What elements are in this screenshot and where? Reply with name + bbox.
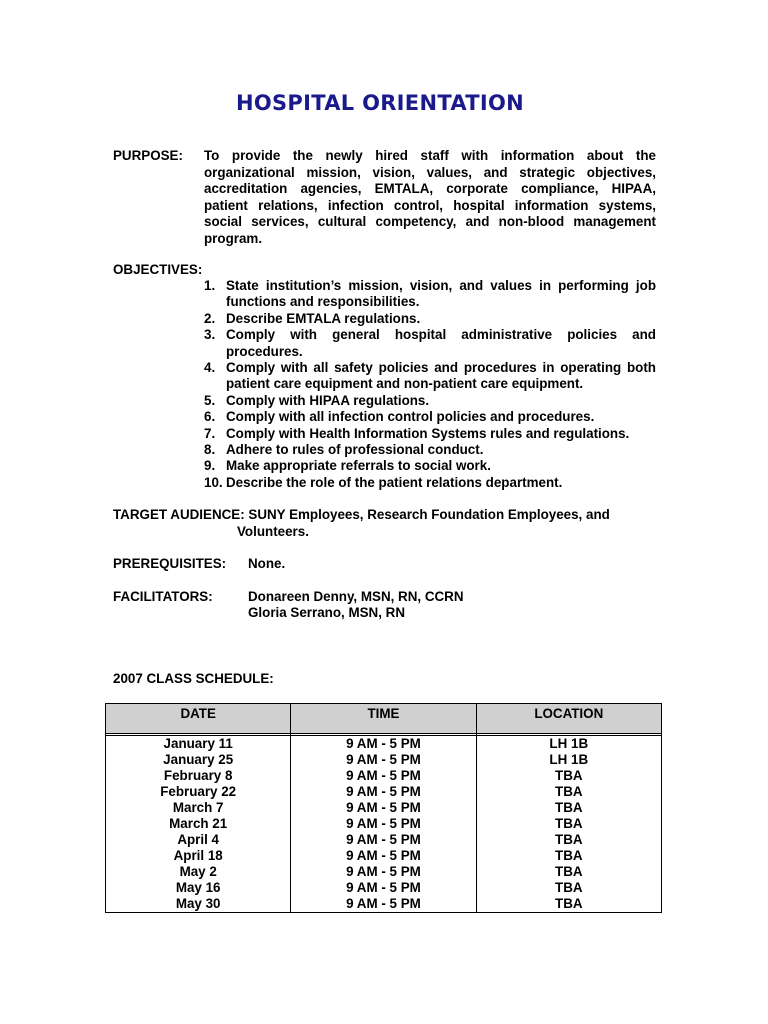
column-header-time: TIME — [291, 704, 476, 734]
target-audience-value: SUNY Employees, Research Foundation Employees, and — [248, 507, 610, 522]
date-cell: March 7 — [106, 800, 291, 816]
table-row — [106, 880, 662, 896]
time-cell: 9 AM - 5 PM — [291, 784, 476, 800]
objective-item — [204, 393, 656, 409]
objective-text: Comply with all safety policies and procedures in operating both patient care equipment and non-patient care equipment. — [226, 360, 656, 392]
schedule-heading: 2007 CLASS SCHEDULE: — [113, 671, 274, 686]
date-cell: February 22 — [106, 784, 291, 800]
table-row — [106, 736, 662, 753]
location-cell: TBA — [476, 768, 661, 784]
time-cell: 9 AM - 5 PM — [291, 800, 476, 816]
objectives-label: OBJECTIVES: — [113, 262, 203, 277]
target-audience-line — [113, 507, 610, 524]
objective-number: 2. — [204, 310, 216, 326]
date-cell: February 8 — [106, 768, 291, 784]
objective-number: 8. — [204, 442, 216, 458]
location-cell: TBA — [476, 816, 661, 832]
location-cell: TBA — [476, 848, 661, 864]
time-cell: 9 AM - 5 PM — [291, 896, 476, 913]
objective-item — [204, 278, 656, 311]
location-cell: TBA — [476, 784, 661, 800]
objective-text: Describe the role of the patient relations department. — [226, 474, 563, 490]
date-cell: April 4 — [106, 832, 291, 848]
objective-item — [204, 426, 656, 442]
table-row — [106, 864, 662, 880]
location-cell: TBA — [476, 864, 661, 880]
date-cell: January 25 — [106, 752, 291, 768]
objective-number: 7. — [204, 425, 216, 441]
time-cell: 9 AM - 5 PM — [291, 752, 476, 768]
time-cell: 9 AM - 5 PM — [291, 736, 476, 753]
location-cell: TBA — [476, 800, 661, 816]
objective-number: 4. — [204, 360, 216, 376]
objective-item — [204, 458, 656, 474]
table-row — [106, 816, 662, 832]
objective-text: Comply with all infection control policies and procedures. — [226, 409, 595, 425]
date-cell: May 16 — [106, 880, 291, 896]
table-row — [106, 896, 662, 913]
objective-item — [204, 475, 656, 491]
location-cell: LH 1B — [476, 736, 661, 753]
column-header-date: DATE — [106, 704, 291, 734]
table-row — [106, 848, 662, 864]
objective-text: Describe EMTALA regulations. — [226, 310, 421, 326]
time-cell: 9 AM - 5 PM — [291, 880, 476, 896]
objective-number: 9. — [204, 458, 216, 474]
objective-item — [204, 327, 656, 360]
objective-text: Adhere to rules of professional conduct. — [226, 442, 484, 458]
objectives-list — [204, 278, 656, 491]
objective-number: 3. — [204, 327, 216, 343]
time-cell: 9 AM - 5 PM — [291, 816, 476, 832]
prerequisites-label: PREREQUISITES: — [113, 556, 227, 571]
location-cell: TBA — [476, 832, 661, 848]
purpose-text: To provide the newly hired staff with information about the organizational mission, vision, values, and strategic objectives, accreditation agencies, EMTALA, corporate compliance, HIPAA, patient relations, infection control, hospital information systems, social services, cultural competency, and non-blood management program. — [204, 148, 656, 246]
objective-item — [204, 409, 656, 425]
objective-text: Comply with general hospital administrative policies and procedures. — [226, 327, 656, 359]
date-cell: January 11 — [106, 736, 291, 753]
page-title: HOSPITAL ORIENTATION — [235, 91, 525, 115]
location-cell: TBA — [476, 896, 661, 913]
location-cell: LH 1B — [476, 752, 661, 768]
objective-number: 5. — [204, 392, 216, 408]
target-audience-continuation: Volunteers. — [237, 524, 309, 539]
facilitators-label: FACILITATORS: — [113, 589, 213, 604]
objective-number: 1. — [204, 278, 216, 293]
table-row — [106, 800, 662, 816]
objective-number: 10. — [204, 474, 223, 490]
prerequisites-value: None. — [248, 556, 286, 571]
date-cell: April 18 — [106, 848, 291, 864]
objective-item — [204, 442, 656, 458]
objective-text: Make appropriate referrals to social work. — [226, 458, 491, 474]
time-cell: 9 AM - 5 PM — [291, 864, 476, 880]
time-cell: 9 AM - 5 PM — [291, 768, 476, 784]
table-row — [106, 832, 662, 848]
objective-text: State institution’s mission, vision, and values in performing job functions and responsibilities. — [226, 278, 656, 310]
table-row — [106, 784, 662, 800]
facilitator-name: Gloria Serrano, MSN, RN — [248, 605, 405, 620]
time-cell: 9 AM - 5 PM — [291, 848, 476, 864]
date-cell: May 30 — [106, 896, 291, 913]
objective-item — [204, 360, 656, 393]
purpose-label: PURPOSE: — [113, 148, 183, 163]
table-row — [106, 752, 662, 768]
objective-text: Comply with Health Information Systems rules and regulations. — [226, 425, 630, 441]
objective-number: 6. — [204, 409, 216, 425]
objective-text: Comply with HIPAA regulations. — [226, 392, 430, 408]
date-cell: May 2 — [106, 864, 291, 880]
class-schedule-table — [105, 703, 662, 913]
objective-item — [204, 311, 656, 327]
target-audience-label: TARGET AUDIENCE: — [113, 507, 245, 522]
time-cell: 9 AM - 5 PM — [291, 832, 476, 848]
location-cell: TBA — [476, 880, 661, 896]
table-header-row — [106, 704, 662, 734]
date-cell: March 21 — [106, 816, 291, 832]
column-header-location: LOCATION — [476, 704, 661, 734]
table-row — [106, 768, 662, 784]
facilitator-name: Donareen Denny, MSN, RN, CCRN — [248, 589, 464, 604]
